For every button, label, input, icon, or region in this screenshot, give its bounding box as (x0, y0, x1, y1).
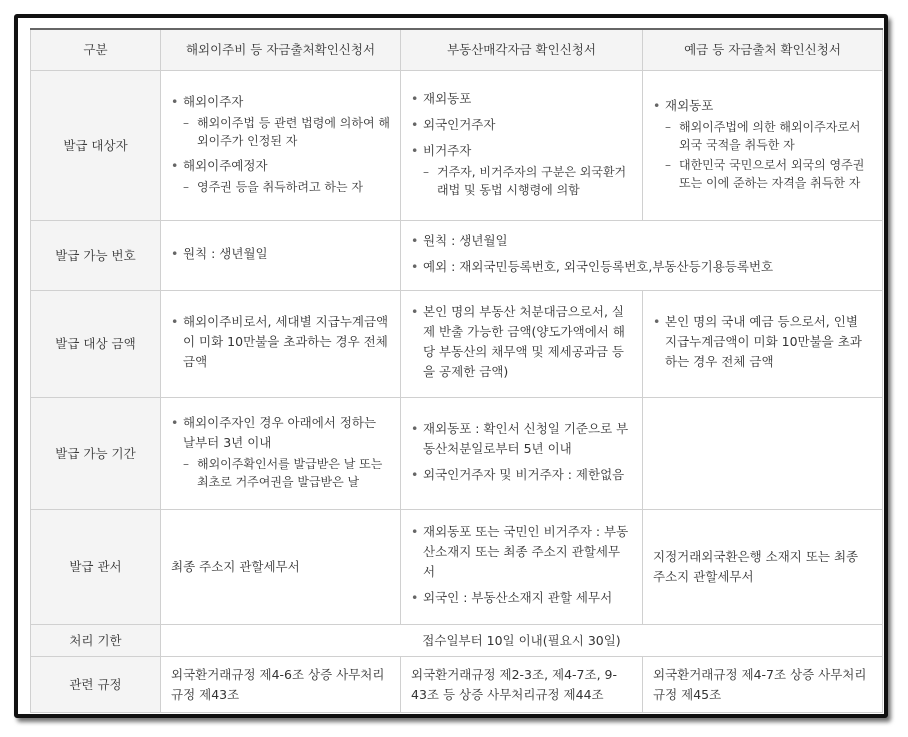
cell-target-col2 (401, 71, 643, 221)
row-related-rules (31, 657, 883, 713)
sub-item: – 거주자, 비거주자의 구분은 외국환거래법 및 동법 시행령에 의함 (437, 163, 632, 199)
row-issue-period (31, 398, 883, 510)
cell-period-col3 (643, 398, 883, 510)
list-item: 해외이주예정자 (183, 157, 268, 173)
cell-target-col1 (161, 71, 401, 221)
list-item: • 재외동포 또는 국민인 비거주자 : 부동산소재지 또는 최종 주소지 관할세무서 (423, 522, 632, 582)
list-item: 재외동포 (665, 97, 714, 113)
sub-item: – 해외이주법 등 관련 법령에 의하여 해외이주가 인정된 자 (197, 114, 390, 150)
row-deadline (31, 625, 883, 657)
row-issue-target (31, 71, 883, 221)
sub-item: – 영주권 등을 취득하려고 하는 자 (197, 178, 390, 196)
cell-amount-col3 (643, 291, 883, 398)
row-issue-number (31, 221, 883, 291)
cell-rules-col1: 외국환거래규정 제4-6조 상증 사무처리규정 제43조 (161, 657, 401, 713)
list-item: • 외국인거주자 (423, 115, 632, 135)
cell-amount-col1 (161, 291, 401, 398)
sub-item: – 대한민국 국민으로서 외국의 영주권 또는 이에 준하는 자격을 취득한 자 (679, 156, 872, 192)
cell-rules-col3: 외국환거래규정 제4-7조 상증 사무처리규정 제45조 (643, 657, 883, 713)
cell-number-col1 (161, 221, 401, 291)
cell-target-col3 (643, 71, 883, 221)
list-item: • 예외 : 재외국민등록번호, 외국인등록번호,부동산등기용등록번호 (423, 257, 872, 277)
list-item: • 본인 명의 국내 예금 등으로서, 인별 지급누계금액이 미화 10만불을 초과하는 경우 전체 금액 (665, 312, 872, 372)
list-item: • 원칙 : 생년월일 (423, 231, 872, 251)
list-item: • 해외이주비로서, 세대별 지급누계금액이 미화 10만불을 초과하는 경우 전체 금액 (183, 312, 390, 372)
document-frame (14, 14, 888, 718)
sub-item: – 해외이주법에 의한 해외이주자로서 외국 국적을 취득한 자 (679, 118, 872, 154)
cell-office-col2 (401, 510, 643, 625)
cell-rules-col2: 외국환거래규정 제2-3조, 제4-7조, 9-43조 등 상증 사무처리규정 제44조 (401, 657, 643, 713)
list-item: • 재외동포 (423, 89, 632, 109)
cell-office-col1: 최종 주소지 관할세무서 (161, 510, 401, 625)
certificate-comparison-table (30, 28, 883, 713)
cell-office-col3: 지정거래외국환은행 소재지 또는 최종 주소지 관할세무서 (643, 510, 883, 625)
cell-number-col23 (401, 221, 883, 291)
header-real-estate-fund: 부동산매각자금 확인신청서 (401, 29, 643, 71)
cell-period-col1 (161, 398, 401, 510)
row-label: 발급 관서 (31, 510, 161, 625)
sub-item: – 해외이주확인서를 발급받은 날 또는 최초로 거주여권을 발급받은 날 (197, 455, 390, 491)
list-item: • 외국인 : 부동산소재지 관할 세무서 (423, 588, 632, 608)
row-label: 발급 대상자 (31, 71, 161, 221)
row-label: 발급 대상 금액 (31, 291, 161, 398)
row-label: 발급 가능 번호 (31, 221, 161, 291)
list-item: 해외이주자인 경우 아래에서 정하는 날부터 3년 이내 (183, 414, 377, 450)
cell-deadline-value: 접수일부터 10일 이내(필요시 30일) (161, 625, 883, 657)
row-issue-amount (31, 291, 883, 398)
list-item: • 재외동포 : 확인서 신청일 기준으로 부동산처분일로부터 5년 이내 (423, 419, 632, 459)
row-label: 처리 기한 (31, 625, 161, 657)
header-emigration-fund: 해외이주비 등 자금출처확인신청서 (161, 29, 401, 71)
list-item: 해외이주자 (183, 93, 244, 109)
header-row (31, 29, 883, 71)
row-label: 관련 규정 (31, 657, 161, 713)
cell-period-col2 (401, 398, 643, 510)
list-item: 비거주자 (423, 142, 472, 158)
header-category: 구분 (31, 29, 161, 71)
header-deposit-fund: 예금 등 자금출처 확인신청서 (643, 29, 883, 71)
list-item: • 원칙 : 생년월일 (183, 244, 390, 264)
list-item: • 본인 명의 부동산 처분대금으로서, 실제 반출 가능한 금액(양도가액에서 해당 부동산의 채무액 및 제세공과금 등을 공제한 금액) (423, 302, 632, 382)
row-issue-office (31, 510, 883, 625)
row-label: 발급 가능 기간 (31, 398, 161, 510)
list-item: • 외국인거주자 및 비거주자 : 제한없음 (423, 465, 632, 485)
cell-amount-col2 (401, 291, 643, 398)
